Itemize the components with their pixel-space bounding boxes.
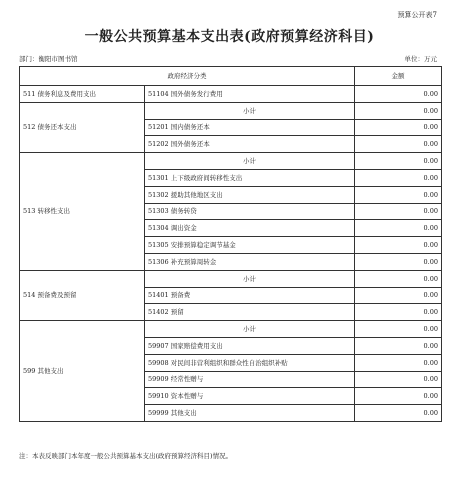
table-number: 预算公开表7: [397, 11, 437, 19]
item-name: 51303 债务转贷: [145, 203, 355, 220]
item-name: 51401 预备费: [145, 287, 355, 304]
subtotal-label: 小计: [145, 321, 355, 338]
unit-label: 单位：万元: [404, 55, 437, 63]
header-row: [20, 67, 442, 86]
item-name: 51402 预留: [145, 304, 355, 321]
item-name: 59999 其他支出: [145, 405, 355, 422]
subtotal-amount: 0.00: [355, 270, 442, 287]
subtotal-label: 小计: [145, 102, 355, 119]
item-amount: 0.00: [355, 337, 442, 354]
item-amount: 0.00: [355, 86, 442, 103]
item-name: 51302 援助其他地区支出: [145, 186, 355, 203]
item-name: 51104 国外债务发行费用: [145, 86, 355, 103]
item-amount: 0.00: [355, 287, 442, 304]
group-label-514: 514 预备费及预留: [20, 270, 145, 320]
item-name: 51301 上下级政府间转移性支出: [145, 169, 355, 186]
item-amount: 0.00: [355, 220, 442, 237]
subtotal-amount: 0.00: [355, 153, 442, 170]
item-amount: 0.00: [355, 371, 442, 388]
item-amount: 0.00: [355, 203, 442, 220]
item-name: 51305 安排预算稳定调节基金: [145, 237, 355, 254]
department-label: 部门：衡阳市图书馆: [19, 55, 78, 63]
subtotal-label: 小计: [145, 270, 355, 287]
subtotal-label: 小计: [145, 153, 355, 170]
item-amount: 0.00: [355, 119, 442, 136]
item-name: 51306 补充预算周转金: [145, 253, 355, 270]
item-name: 51201 国内债务还本: [145, 119, 355, 136]
item-amount: 0.00: [355, 354, 442, 371]
table-row: [20, 153, 442, 170]
item-amount: 0.00: [355, 237, 442, 254]
item-name: 59908 对民间非营利组织和群众性自治组织补贴: [145, 354, 355, 371]
header-category: 政府经济分类: [20, 67, 355, 86]
group-label-512: 512 债务还本支出: [20, 102, 145, 152]
budget-table: [19, 66, 442, 422]
table-row: [20, 102, 442, 119]
item-amount: 0.00: [355, 405, 442, 422]
item-amount: 0.00: [355, 304, 442, 321]
page-title: 一般公共预算基本支出表(政府预算经济科目): [84, 29, 375, 45]
item-amount: 0.00: [355, 253, 442, 270]
subtotal-amount: 0.00: [355, 102, 442, 119]
item-amount: 0.00: [355, 136, 442, 153]
item-name: 59907 国家赔偿费用支出: [145, 337, 355, 354]
subtotal-amount: 0.00: [355, 321, 442, 338]
table-row: [20, 321, 442, 338]
header-amount: 金额: [355, 67, 442, 86]
footnote: 注：本表反映部门本年度一般公共预算基本支出(政府预算经济科目)情况。: [19, 452, 233, 460]
item-name: 59909 经常性赠与: [145, 371, 355, 388]
table-row: [20, 270, 442, 287]
table-row: [20, 86, 442, 103]
group-label-511: 511 债务利息及费用支出: [20, 86, 145, 103]
item-name: 51304 调出资金: [145, 220, 355, 237]
item-amount: 0.00: [355, 169, 442, 186]
group-label-599: 599 其他支出: [20, 321, 145, 422]
group-label-513: 513 转移性支出: [20, 153, 145, 271]
item-name: 59910 资本性赠与: [145, 388, 355, 405]
item-amount: 0.00: [355, 388, 442, 405]
item-name: 51202 国外债务还本: [145, 136, 355, 153]
item-amount: 0.00: [355, 186, 442, 203]
